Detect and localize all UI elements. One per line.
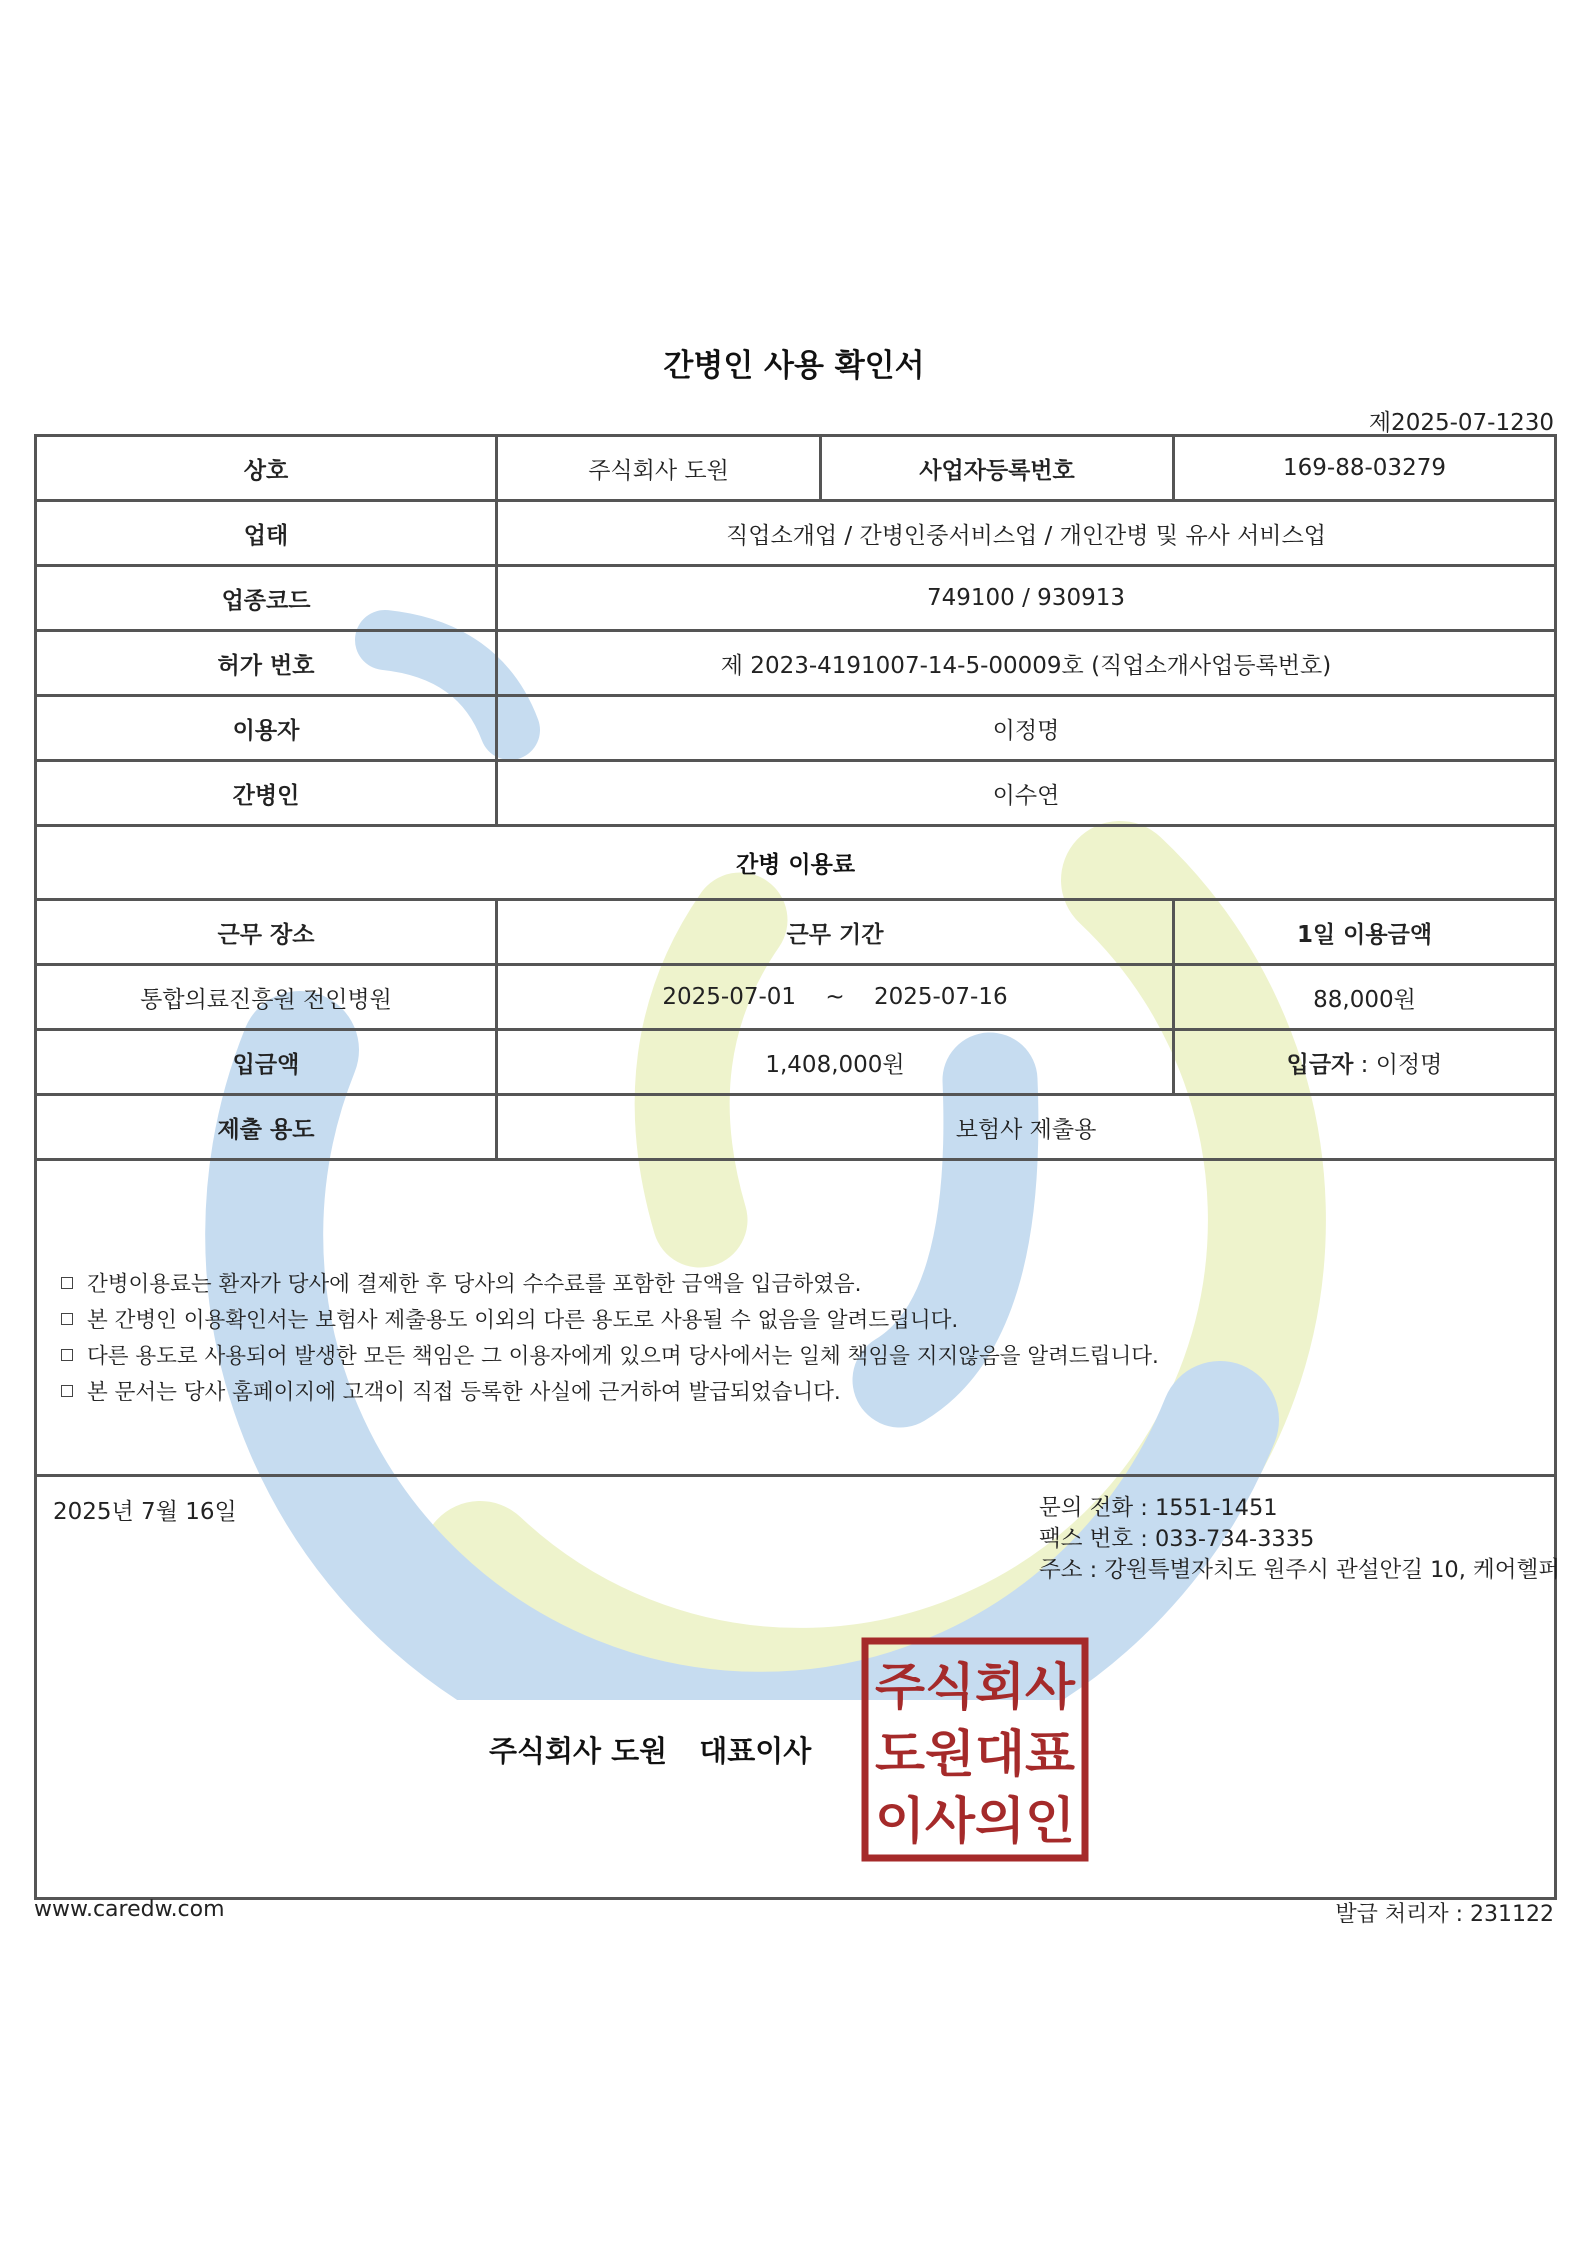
svg-text:이사의인: 이사의인 [875, 1792, 1075, 1850]
row-industry-code [36, 566, 1556, 631]
row-deposit [36, 1030, 1556, 1095]
row-footer [36, 1476, 1556, 1899]
square-bullet-icon [61, 1385, 73, 1397]
row-notes [36, 1160, 1556, 1476]
license-label: 허가 번호 [36, 631, 497, 696]
signer-title: 대표이사 [699, 1734, 812, 1768]
purpose-label: 제출 용도 [36, 1095, 497, 1160]
industry-code-label: 업종코드 [36, 566, 497, 631]
daily-rate: 88,000원 [1174, 965, 1556, 1030]
note-text: 본 간병인 이용확인서는 보험사 제출용도 이외의 다른 용도로 사용될 수 없음을 알려드립니다. [87, 1308, 959, 1333]
row-fee-values [36, 965, 1556, 1030]
row-license [36, 631, 1556, 696]
document-number: 제2025-07-1230 [1368, 410, 1554, 436]
reg-number-label: 사업자등록번호 [821, 436, 1174, 501]
period-separator: ~ [825, 984, 845, 1010]
document-title: 간병인 사용 확인서 [663, 348, 925, 384]
issue-date: 2025년 7월 16일 [53, 1499, 237, 1525]
depositor-separator: : [1353, 1051, 1376, 1078]
contact-info [1039, 1493, 1560, 1586]
company-name: 주식회사 도원 [497, 436, 821, 501]
footer-cell [36, 1476, 1560, 1899]
square-bullet-icon [61, 1313, 73, 1325]
contact-address: 주소 : 강원특별자치도 원주시 관설안길 10, 케어헬퍼 [1039, 1557, 1560, 1583]
deposit-amount: 1,408,000원 [497, 1030, 1174, 1095]
confirmation-form-table [34, 434, 1560, 1900]
industry-code: 749100 / 930913 [497, 566, 1556, 631]
notes-cell [36, 1160, 1556, 1476]
company-seal [861, 1637, 1089, 1862]
reg-number: 169-88-03279 [1174, 436, 1556, 501]
deposit-label: 입금액 [36, 1030, 497, 1095]
website-url: www.caredw.com [34, 1897, 225, 1922]
caregiver-name: 이수연 [497, 761, 1556, 826]
svg-text:주식회사: 주식회사 [875, 1658, 1076, 1716]
svg-text:도원대표: 도원대표 [875, 1725, 1076, 1783]
contact-phone: 문의 전화 : 1551-1451 [1039, 1495, 1278, 1521]
square-bullet-icon [61, 1349, 73, 1361]
purpose: 보험사 제출용 [497, 1095, 1556, 1160]
signer [489, 1729, 811, 1770]
daily-rate-label: 1일 이용금액 [1174, 900, 1556, 965]
user-label: 이용자 [36, 696, 497, 761]
row-purpose [36, 1095, 1556, 1160]
workplace-label: 근무 장소 [36, 900, 497, 965]
issuer-id: 발급 처리자 : 231122 [1335, 1902, 1554, 1927]
workplace: 통합의료진흥원 전인병원 [36, 965, 497, 1030]
square-bullet-icon [61, 1277, 73, 1289]
period-end: 2025-07-16 [873, 984, 1008, 1010]
signer-company: 주식회사 도원 [489, 1734, 668, 1768]
work-period [497, 965, 1174, 1030]
note-item [61, 1339, 1578, 1375]
period-label: 근무 기간 [497, 900, 1174, 965]
period-start: 2025-07-01 [662, 984, 797, 1010]
company-label: 상호 [36, 436, 497, 501]
depositor-name: 이정명 [1375, 1051, 1443, 1078]
business-type-label: 업태 [36, 501, 497, 566]
row-business-type [36, 501, 1556, 566]
depositor-label: 입금자 [1286, 1051, 1354, 1078]
note-item [61, 1375, 1578, 1411]
note-text: 간병이용료는 환자가 당사에 결제한 후 당사의 수수료를 포함한 금액을 입금하였음. [87, 1272, 862, 1297]
row-fee-headers [36, 900, 1556, 965]
note-text: 다른 용도로 사용되어 발생한 모든 책임은 그 이용자에게 있으며 당사에서는 일체 책임을 지지않음을 알려드립니다. [87, 1344, 1159, 1369]
fee-section-title: 간병 이용료 [36, 826, 1556, 900]
user-name: 이정명 [497, 696, 1556, 761]
caregiver-label: 간병인 [36, 761, 497, 826]
depositor [1174, 1030, 1556, 1095]
business-type: 직업소개업 / 간병인중서비스업 / 개인간병 및 유사 서비스업 [497, 501, 1556, 566]
notes-list [61, 1267, 1578, 1411]
note-item [61, 1267, 1578, 1303]
row-company [36, 436, 1556, 501]
note-text: 본 문서는 당사 홈페이지에 고객이 직접 등록한 사실에 근거하여 발급되었습니다. [87, 1380, 841, 1405]
contact-fax: 팩스 번호 : 033-734-3335 [1039, 1526, 1315, 1552]
note-item [61, 1303, 1578, 1339]
license-number: 제 2023-4191007-14-5-00009호 (직업소개사업등록번호) [497, 631, 1556, 696]
row-caregiver [36, 761, 1556, 826]
row-user [36, 696, 1556, 761]
row-fee-title [36, 826, 1556, 900]
